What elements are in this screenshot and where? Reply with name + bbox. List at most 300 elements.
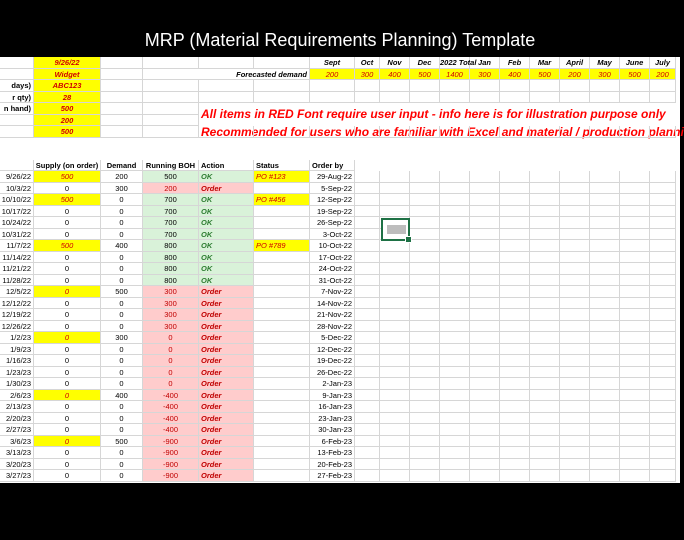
cell[interactable] bbox=[530, 459, 560, 471]
cell[interactable] bbox=[410, 424, 440, 436]
cell[interactable] bbox=[620, 459, 650, 471]
cell[interactable] bbox=[620, 286, 650, 298]
cell[interactable] bbox=[560, 80, 590, 92]
supply-cell[interactable]: 0 bbox=[34, 401, 101, 413]
cell[interactable] bbox=[590, 275, 620, 287]
cell[interactable] bbox=[470, 217, 500, 229]
cell[interactable] bbox=[101, 92, 143, 104]
cell[interactable] bbox=[380, 413, 410, 425]
cell[interactable] bbox=[500, 263, 530, 275]
cell[interactable] bbox=[500, 194, 530, 206]
cell[interactable] bbox=[500, 436, 530, 448]
cell[interactable] bbox=[410, 263, 440, 275]
cell[interactable] bbox=[470, 171, 500, 183]
cell[interactable] bbox=[470, 424, 500, 436]
cell[interactable] bbox=[380, 194, 410, 206]
cell[interactable] bbox=[560, 286, 590, 298]
cell[interactable] bbox=[500, 240, 530, 252]
cell[interactable] bbox=[254, 126, 310, 138]
cell[interactable] bbox=[470, 92, 500, 104]
cell[interactable] bbox=[199, 92, 254, 104]
cell[interactable] bbox=[560, 447, 590, 459]
supply-cell[interactable]: 500 bbox=[34, 194, 101, 206]
cell[interactable] bbox=[530, 470, 560, 482]
cell[interactable] bbox=[254, 57, 310, 69]
cell[interactable] bbox=[590, 286, 620, 298]
cell[interactable] bbox=[410, 378, 440, 390]
cell[interactable] bbox=[355, 424, 380, 436]
cell[interactable] bbox=[590, 92, 620, 104]
cell[interactable] bbox=[380, 436, 410, 448]
cell[interactable] bbox=[620, 390, 650, 402]
cell[interactable] bbox=[530, 275, 560, 287]
cell[interactable] bbox=[355, 355, 380, 367]
cell[interactable] bbox=[560, 298, 590, 310]
cell[interactable] bbox=[560, 367, 590, 379]
cell[interactable] bbox=[355, 286, 380, 298]
cell[interactable] bbox=[530, 92, 560, 104]
cell[interactable] bbox=[620, 80, 650, 92]
status-cell[interactable] bbox=[254, 459, 310, 471]
cell[interactable] bbox=[440, 355, 470, 367]
status-cell[interactable] bbox=[254, 321, 310, 333]
cell[interactable] bbox=[470, 321, 500, 333]
cell[interactable] bbox=[620, 206, 650, 218]
status-cell[interactable] bbox=[254, 286, 310, 298]
cell[interactable] bbox=[380, 80, 410, 92]
cell[interactable] bbox=[470, 229, 500, 241]
cell[interactable] bbox=[380, 401, 410, 413]
status-cell[interactable] bbox=[254, 298, 310, 310]
cell[interactable] bbox=[355, 321, 380, 333]
cell[interactable] bbox=[590, 217, 620, 229]
cell[interactable] bbox=[410, 275, 440, 287]
cell[interactable] bbox=[530, 378, 560, 390]
cell[interactable] bbox=[620, 321, 650, 333]
cell[interactable] bbox=[470, 183, 500, 195]
cell[interactable] bbox=[590, 344, 620, 356]
cell[interactable] bbox=[650, 470, 676, 482]
cell[interactable] bbox=[310, 126, 355, 138]
param-value-input[interactable]: 500 bbox=[34, 126, 101, 138]
cell[interactable] bbox=[560, 229, 590, 241]
cell[interactable] bbox=[650, 298, 676, 310]
cell[interactable] bbox=[650, 240, 676, 252]
cell[interactable] bbox=[620, 171, 650, 183]
cell[interactable] bbox=[530, 332, 560, 344]
cell[interactable] bbox=[650, 194, 676, 206]
cell[interactable] bbox=[440, 413, 470, 425]
cell[interactable] bbox=[470, 80, 500, 92]
cell[interactable] bbox=[355, 367, 380, 379]
cell[interactable] bbox=[590, 390, 620, 402]
cell[interactable] bbox=[380, 355, 410, 367]
cell[interactable] bbox=[470, 309, 500, 321]
cell[interactable] bbox=[560, 171, 590, 183]
cell[interactable] bbox=[470, 355, 500, 367]
cell[interactable] bbox=[500, 92, 530, 104]
cell[interactable] bbox=[355, 390, 380, 402]
cell[interactable] bbox=[530, 240, 560, 252]
cell[interactable] bbox=[500, 286, 530, 298]
cell[interactable] bbox=[590, 252, 620, 264]
cell[interactable] bbox=[620, 126, 650, 138]
cell[interactable] bbox=[355, 470, 380, 482]
cell[interactable] bbox=[560, 390, 590, 402]
supply-cell[interactable]: 0 bbox=[34, 217, 101, 229]
cell[interactable] bbox=[650, 436, 676, 448]
cell[interactable] bbox=[380, 126, 410, 138]
cell[interactable] bbox=[355, 378, 380, 390]
cell[interactable] bbox=[530, 321, 560, 333]
cell[interactable] bbox=[440, 92, 470, 104]
forecast-demand-input[interactable]: 200 bbox=[650, 69, 676, 81]
status-cell[interactable] bbox=[254, 413, 310, 425]
cell[interactable] bbox=[560, 459, 590, 471]
cell[interactable] bbox=[410, 470, 440, 482]
cell[interactable] bbox=[650, 275, 676, 287]
cell[interactable] bbox=[355, 183, 380, 195]
cell[interactable] bbox=[500, 367, 530, 379]
cell[interactable] bbox=[530, 229, 560, 241]
cell[interactable] bbox=[500, 183, 530, 195]
param-value-input[interactable]: 200 bbox=[34, 115, 101, 127]
cell[interactable] bbox=[620, 447, 650, 459]
cell[interactable] bbox=[380, 447, 410, 459]
cell[interactable] bbox=[560, 217, 590, 229]
cell[interactable] bbox=[355, 171, 380, 183]
status-cell[interactable] bbox=[254, 447, 310, 459]
status-cell[interactable] bbox=[254, 355, 310, 367]
cell[interactable] bbox=[440, 217, 470, 229]
cell[interactable] bbox=[199, 126, 254, 138]
cell[interactable] bbox=[650, 183, 676, 195]
cell[interactable] bbox=[380, 275, 410, 287]
cell[interactable] bbox=[440, 470, 470, 482]
cell[interactable] bbox=[500, 332, 530, 344]
cell[interactable] bbox=[650, 206, 676, 218]
cell[interactable] bbox=[590, 424, 620, 436]
param-value-input[interactable]: 9/26/22 bbox=[34, 57, 101, 69]
cell[interactable] bbox=[410, 183, 440, 195]
cell[interactable] bbox=[560, 206, 590, 218]
cell[interactable] bbox=[101, 57, 143, 69]
cell[interactable] bbox=[560, 126, 590, 138]
cell[interactable] bbox=[590, 447, 620, 459]
cell[interactable] bbox=[101, 80, 143, 92]
cell[interactable] bbox=[355, 344, 380, 356]
cell[interactable] bbox=[650, 447, 676, 459]
cell[interactable] bbox=[530, 401, 560, 413]
cell[interactable] bbox=[410, 309, 440, 321]
supply-cell[interactable]: 0 bbox=[34, 367, 101, 379]
forecast-demand-input[interactable]: 200 bbox=[310, 69, 355, 81]
cell[interactable] bbox=[530, 447, 560, 459]
cell[interactable] bbox=[355, 436, 380, 448]
cell[interactable] bbox=[355, 229, 380, 241]
cell[interactable] bbox=[199, 80, 254, 92]
supply-cell[interactable]: 0 bbox=[34, 424, 101, 436]
param-value-input[interactable]: ABC123 bbox=[34, 80, 101, 92]
cell[interactable] bbox=[620, 355, 650, 367]
cell[interactable] bbox=[199, 57, 254, 69]
cell[interactable] bbox=[650, 217, 676, 229]
cell[interactable] bbox=[355, 275, 380, 287]
cell[interactable] bbox=[620, 183, 650, 195]
cell[interactable] bbox=[620, 424, 650, 436]
cell[interactable] bbox=[650, 229, 676, 241]
status-cell[interactable] bbox=[254, 183, 310, 195]
cell[interactable] bbox=[143, 57, 199, 69]
status-cell[interactable] bbox=[254, 309, 310, 321]
cell[interactable] bbox=[530, 171, 560, 183]
cell[interactable] bbox=[590, 171, 620, 183]
cell[interactable] bbox=[355, 217, 380, 229]
forecast-demand-input[interactable]: 400 bbox=[380, 69, 410, 81]
cell[interactable] bbox=[440, 240, 470, 252]
cell[interactable] bbox=[530, 298, 560, 310]
cell[interactable] bbox=[620, 309, 650, 321]
cell[interactable] bbox=[500, 378, 530, 390]
cell[interactable] bbox=[500, 309, 530, 321]
cell[interactable] bbox=[620, 332, 650, 344]
cell[interactable] bbox=[410, 80, 440, 92]
cell[interactable] bbox=[500, 413, 530, 425]
forecast-demand-input[interactable]: 1400 bbox=[440, 69, 470, 81]
cell[interactable] bbox=[530, 263, 560, 275]
cell[interactable] bbox=[470, 252, 500, 264]
status-cell[interactable] bbox=[254, 390, 310, 402]
cell[interactable] bbox=[620, 436, 650, 448]
cell[interactable] bbox=[410, 229, 440, 241]
supply-cell[interactable]: 0 bbox=[34, 275, 101, 287]
cell[interactable] bbox=[590, 80, 620, 92]
status-cell[interactable] bbox=[254, 401, 310, 413]
cell[interactable] bbox=[440, 171, 470, 183]
cell[interactable] bbox=[470, 447, 500, 459]
cell[interactable] bbox=[355, 80, 380, 92]
cell[interactable] bbox=[560, 413, 590, 425]
forecast-demand-input[interactable]: 200 bbox=[560, 69, 590, 81]
cell[interactable] bbox=[620, 275, 650, 287]
cell[interactable] bbox=[410, 92, 440, 104]
cell[interactable] bbox=[560, 194, 590, 206]
cell[interactable] bbox=[590, 332, 620, 344]
cell[interactable] bbox=[440, 183, 470, 195]
selected-cell[interactable] bbox=[381, 218, 410, 241]
cell[interactable] bbox=[440, 286, 470, 298]
status-cell[interactable] bbox=[254, 332, 310, 344]
cell[interactable] bbox=[620, 470, 650, 482]
supply-cell[interactable]: 0 bbox=[34, 470, 101, 482]
cell[interactable] bbox=[410, 447, 440, 459]
cell[interactable] bbox=[380, 286, 410, 298]
cell[interactable] bbox=[650, 378, 676, 390]
cell[interactable] bbox=[470, 401, 500, 413]
cell[interactable] bbox=[410, 344, 440, 356]
forecast-demand-input[interactable]: 500 bbox=[530, 69, 560, 81]
cell[interactable] bbox=[470, 194, 500, 206]
cell[interactable] bbox=[310, 92, 355, 104]
cell[interactable] bbox=[500, 252, 530, 264]
forecast-demand-input[interactable]: 300 bbox=[590, 69, 620, 81]
cell[interactable] bbox=[650, 355, 676, 367]
cell[interactable] bbox=[560, 263, 590, 275]
cell[interactable] bbox=[310, 80, 355, 92]
status-cell[interactable] bbox=[254, 367, 310, 379]
cell[interactable] bbox=[500, 470, 530, 482]
cell[interactable] bbox=[440, 126, 470, 138]
cell[interactable] bbox=[590, 229, 620, 241]
cell[interactable] bbox=[560, 344, 590, 356]
forecast-demand-input[interactable]: 500 bbox=[620, 69, 650, 81]
supply-cell[interactable]: 0 bbox=[34, 459, 101, 471]
cell[interactable] bbox=[620, 263, 650, 275]
cell[interactable] bbox=[650, 390, 676, 402]
cell[interactable] bbox=[470, 413, 500, 425]
cell[interactable] bbox=[530, 390, 560, 402]
cell[interactable] bbox=[355, 401, 380, 413]
cell[interactable] bbox=[590, 378, 620, 390]
supply-cell[interactable]: 0 bbox=[34, 355, 101, 367]
cell[interactable] bbox=[380, 367, 410, 379]
supply-cell[interactable]: 0 bbox=[34, 332, 101, 344]
cell[interactable] bbox=[590, 309, 620, 321]
cell[interactable] bbox=[470, 344, 500, 356]
cell[interactable] bbox=[410, 436, 440, 448]
cell[interactable] bbox=[101, 126, 143, 138]
cell[interactable] bbox=[440, 401, 470, 413]
supply-cell[interactable]: 0 bbox=[34, 298, 101, 310]
cell[interactable] bbox=[620, 217, 650, 229]
status-cell[interactable] bbox=[254, 424, 310, 436]
cell[interactable] bbox=[590, 470, 620, 482]
cell[interactable] bbox=[355, 126, 380, 138]
cell[interactable] bbox=[440, 309, 470, 321]
cell[interactable] bbox=[590, 436, 620, 448]
cell[interactable] bbox=[440, 332, 470, 344]
cell[interactable] bbox=[410, 321, 440, 333]
cell[interactable] bbox=[380, 321, 410, 333]
cell[interactable] bbox=[410, 459, 440, 471]
cell[interactable] bbox=[355, 92, 380, 104]
status-cell[interactable] bbox=[254, 436, 310, 448]
cell[interactable] bbox=[355, 206, 380, 218]
status-cell[interactable] bbox=[254, 263, 310, 275]
cell[interactable] bbox=[440, 436, 470, 448]
supply-cell[interactable]: 0 bbox=[34, 229, 101, 241]
param-value-input[interactable]: 500 bbox=[34, 103, 101, 115]
cell[interactable] bbox=[650, 424, 676, 436]
cell[interactable] bbox=[560, 309, 590, 321]
cell[interactable] bbox=[530, 436, 560, 448]
cell[interactable] bbox=[355, 240, 380, 252]
cell[interactable] bbox=[590, 263, 620, 275]
status-cell[interactable] bbox=[254, 206, 310, 218]
spreadsheet-grid[interactable] bbox=[0, 57, 684, 483]
cell[interactable] bbox=[500, 424, 530, 436]
cell[interactable] bbox=[530, 344, 560, 356]
supply-cell[interactable]: 0 bbox=[34, 183, 101, 195]
cell[interactable] bbox=[410, 390, 440, 402]
cell[interactable] bbox=[530, 252, 560, 264]
cell[interactable] bbox=[500, 206, 530, 218]
cell[interactable] bbox=[500, 275, 530, 287]
cell[interactable] bbox=[620, 344, 650, 356]
cell[interactable] bbox=[590, 194, 620, 206]
cell[interactable] bbox=[410, 206, 440, 218]
cell[interactable] bbox=[470, 206, 500, 218]
cell[interactable] bbox=[440, 378, 470, 390]
supply-cell[interactable]: 500 bbox=[34, 171, 101, 183]
cell[interactable] bbox=[650, 332, 676, 344]
forecast-demand-input[interactable]: 300 bbox=[470, 69, 500, 81]
cell[interactable] bbox=[650, 344, 676, 356]
param-value-input[interactable]: 28 bbox=[34, 92, 101, 104]
cell[interactable] bbox=[410, 286, 440, 298]
cell[interactable] bbox=[530, 309, 560, 321]
cell[interactable] bbox=[470, 332, 500, 344]
status-cell[interactable]: PO #456 bbox=[254, 194, 310, 206]
cell[interactable] bbox=[143, 126, 199, 138]
cell[interactable] bbox=[530, 80, 560, 92]
supply-cell[interactable]: 0 bbox=[34, 263, 101, 275]
cell[interactable] bbox=[650, 263, 676, 275]
cell[interactable] bbox=[620, 378, 650, 390]
cell[interactable] bbox=[650, 413, 676, 425]
cell[interactable] bbox=[590, 413, 620, 425]
cell[interactable] bbox=[500, 80, 530, 92]
supply-cell[interactable]: 0 bbox=[34, 413, 101, 425]
cell[interactable] bbox=[650, 401, 676, 413]
cell[interactable] bbox=[500, 321, 530, 333]
cell[interactable] bbox=[470, 367, 500, 379]
cell[interactable] bbox=[560, 424, 590, 436]
cell[interactable] bbox=[470, 298, 500, 310]
supply-cell[interactable]: 0 bbox=[34, 321, 101, 333]
cell[interactable] bbox=[530, 286, 560, 298]
cell[interactable] bbox=[143, 115, 199, 127]
cell[interactable] bbox=[380, 263, 410, 275]
forecast-demand-input[interactable]: 300 bbox=[355, 69, 380, 81]
supply-cell[interactable]: 500 bbox=[34, 240, 101, 252]
cell[interactable] bbox=[500, 459, 530, 471]
cell[interactable] bbox=[620, 229, 650, 241]
cell[interactable] bbox=[650, 309, 676, 321]
cell[interactable] bbox=[560, 252, 590, 264]
cell[interactable] bbox=[530, 194, 560, 206]
cell[interactable] bbox=[440, 80, 470, 92]
cell[interactable] bbox=[500, 298, 530, 310]
cell[interactable] bbox=[470, 275, 500, 287]
cell[interactable] bbox=[380, 378, 410, 390]
cell[interactable] bbox=[500, 126, 530, 138]
cell[interactable] bbox=[410, 413, 440, 425]
cell[interactable] bbox=[355, 309, 380, 321]
cell[interactable] bbox=[650, 92, 676, 104]
cell[interactable] bbox=[410, 355, 440, 367]
cell[interactable] bbox=[380, 470, 410, 482]
cell[interactable] bbox=[440, 194, 470, 206]
cell[interactable] bbox=[470, 378, 500, 390]
cell[interactable] bbox=[500, 344, 530, 356]
supply-cell[interactable]: 0 bbox=[34, 309, 101, 321]
cell[interactable] bbox=[650, 252, 676, 264]
cell[interactable] bbox=[440, 321, 470, 333]
cell[interactable] bbox=[254, 80, 310, 92]
cell[interactable] bbox=[620, 252, 650, 264]
status-cell[interactable] bbox=[254, 378, 310, 390]
